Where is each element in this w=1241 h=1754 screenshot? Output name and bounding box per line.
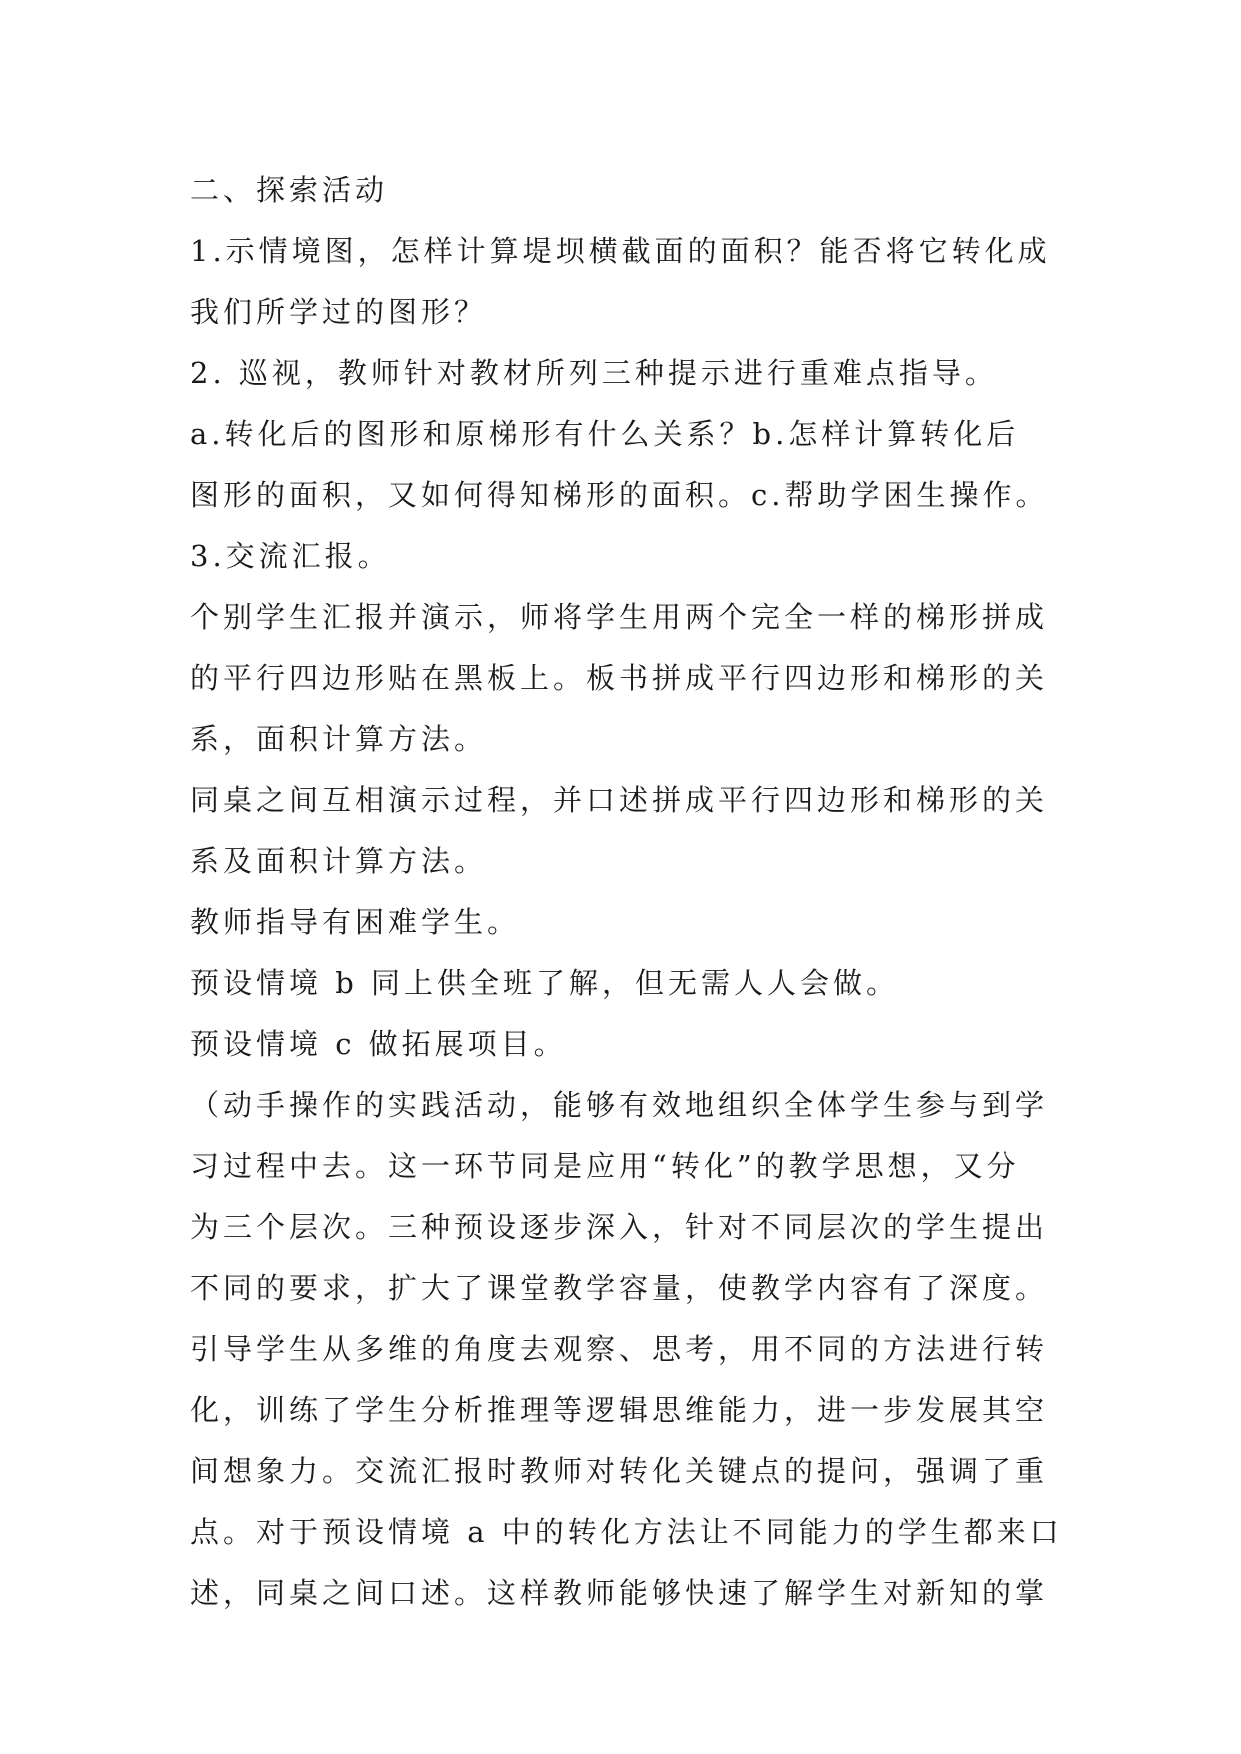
text-line: 点。对于预设情境 a 中的转化方法让不同能力的学生都来口 xyxy=(190,1515,1063,1549)
text-line: 2. 巡视，教师针对教材所列三种提示进行重难点指导。 xyxy=(190,356,998,390)
text-line: 3.交流汇报。 xyxy=(190,539,391,573)
section-heading: 二、探索活动 xyxy=(190,173,389,207)
text-line: 个别学生汇报并演示，师将学生用两个完全一样的梯形拼成 xyxy=(190,600,1049,634)
text-line: 不同的要求，扩大了课堂教学容量，使教学内容有了深度。 xyxy=(190,1271,1049,1305)
text-line: 的平行四边形贴在黑板上。板书拼成平行四边形和梯形的关 xyxy=(190,661,1049,695)
text-line: 系，面积计算方法。 xyxy=(190,722,488,756)
text-line: 同桌之间互相演示过程，并口述拼成平行四边形和梯形的关 xyxy=(190,783,1049,817)
text-line: 述，同桌之间口述。这样教师能够快速了解学生对新知的掌 xyxy=(190,1576,1049,1610)
text-line: 化，训练了学生分析推理等逻辑思维能力，进一步发展其空 xyxy=(190,1393,1049,1427)
text-line: 教师指导有困难学生。 xyxy=(190,905,521,939)
text-line: 系及面积计算方法。 xyxy=(190,844,488,878)
text-line: （动手操作的实践活动，能够有效地组织全体学生参与到学 xyxy=(190,1088,1049,1122)
text-line: 预设情境 b 同上供全班了解，但无需人人会做。 xyxy=(190,966,900,1000)
text-line: 1.示情境图，怎样计算堤坝横截面的面积？能否将它转化成 xyxy=(190,234,1051,268)
text-line: 习过程中去。这一环节同是应用“转化”的教学思想，又分 xyxy=(190,1149,1020,1183)
text-line: 我们所学过的图形？ xyxy=(190,295,488,329)
text-line: 为三个层次。三种预设逐步深入，针对不同层次的学生提出 xyxy=(190,1210,1049,1244)
text-line: 引导学生从多维的角度去观察、思考，用不同的方法进行转 xyxy=(190,1332,1049,1366)
text-line: 预设情境 c 做拓展项目。 xyxy=(190,1027,567,1061)
document-body xyxy=(190,160,1070,1624)
text-line: a.转化后的图形和原梯形有什么关系？b.怎样计算转化后 xyxy=(190,417,1020,451)
text-line: 图形的面积，又如何得知梯形的面积。c.帮助学困生操作。 xyxy=(190,478,1049,512)
text-line: 间想象力。交流汇报时教师对转化关键点的提问，强调了重 xyxy=(190,1454,1049,1488)
